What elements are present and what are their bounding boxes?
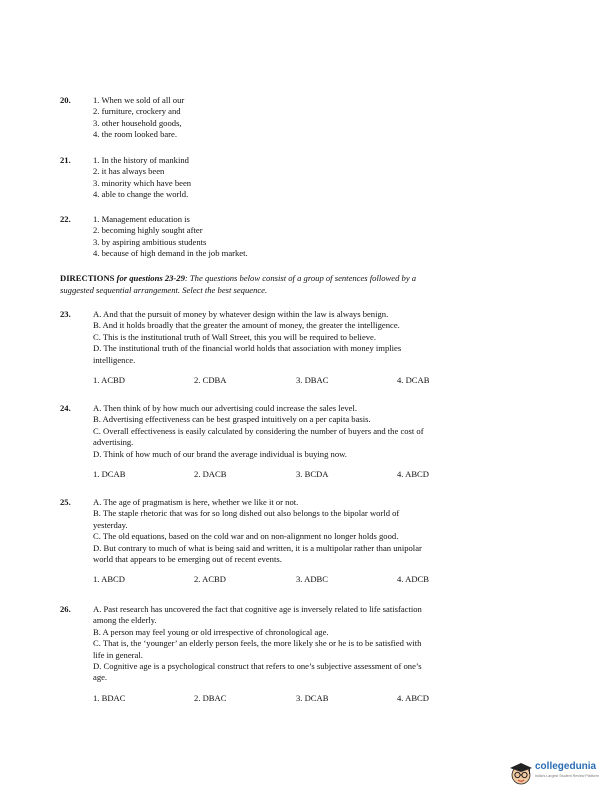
sentence: A. And that the pursuit of money by whatever design within the law is always benign. [93, 309, 389, 319]
option-3: 3. DBAC [296, 375, 329, 386]
question-lines [93, 214, 500, 260]
question-number: 23. [60, 309, 71, 319]
sentence: D. But contrary to much of what is being said and written, it is a multipolar rather than unipolar [93, 542, 422, 553]
sentence: B. A person may feel young or old irrespective of chronological age. [93, 626, 329, 637]
sentence-part: 3. minority which have been [93, 177, 192, 188]
sentence: B. And it holds broadly that the greater the amount of money, the greater the intelligence. [93, 320, 400, 331]
sentence-part: 3. other household goods, [93, 117, 182, 128]
sentence: B. The staple rhetoric that was for so long dished out also belongs to the bipolar world of [93, 508, 400, 519]
option-2: 2. DBAC [194, 692, 227, 703]
sentence: age. [93, 672, 108, 683]
sentence: C. This is the institutional truth of Wall Street, this you will be required to believe. [93, 331, 377, 342]
option-3: 3. BCDA [296, 469, 329, 480]
directions [60, 273, 500, 296]
option-3: 3. ADBC [296, 574, 328, 585]
answer-options [93, 574, 500, 586]
question-number: 22. [60, 214, 71, 224]
option-1: 1. DCAB [93, 469, 126, 480]
question-sentences [93, 497, 500, 586]
sentence-part: 4. able to change the world. [93, 189, 189, 200]
sentence: A. Past research has uncovered the fact that cognitive age is inversely related to life satisfaction [93, 604, 422, 614]
sentence: world that appears to be emerging out of recent events. [93, 554, 282, 565]
sentence-part: 2. it has always been [93, 166, 165, 177]
sentence-part: 2. becoming highly sought after [93, 225, 203, 236]
directions-text-line2: suggested sequential arrangement. Select the best sequence. [60, 284, 268, 295]
sentence: C. That is, the ‘younger’ an elderly person feels, the more likely she or he is to be satisfied with [93, 638, 422, 649]
sentence: C. The old equations, based on the cold war and on non-alignment no longer holds good. [93, 531, 399, 542]
sentence: A. The age of pragmatism is here, whether we like it or not. [93, 497, 299, 507]
answer-options [93, 469, 500, 481]
sentence-part: 1. When we sold of all our [93, 95, 185, 105]
option-1: 1. ACBD [93, 375, 125, 386]
collegedunia-logo[interactable] [508, 760, 608, 786]
question-number: 21. [60, 155, 71, 165]
sentence-part: 2. furniture, crockery and [93, 106, 181, 117]
student-mascot-icon [508, 760, 534, 786]
question-lines [93, 95, 500, 141]
option-2: 2. ACBD [194, 574, 226, 585]
option-2: 2. DACB [194, 469, 227, 480]
answer-options [93, 375, 500, 387]
option-1: 1. BDAC [93, 692, 126, 703]
logo-tagline: India's Largest Student Review Platform [535, 774, 599, 778]
question-number: 24. [60, 403, 71, 413]
sentence-part: 4. the room looked bare. [93, 129, 178, 140]
sentence-part: 1. Management education is [93, 214, 190, 224]
sentence: D. Cognitive age is a psychological construct that refers to one’s subjective assessment of one’s [93, 661, 422, 672]
sentence: B. Advertising effectiveness can be best grasped intuitively on a per capita basis. [93, 414, 371, 425]
sentence: intelligence. [93, 354, 136, 365]
sentence: among the elderly. [93, 615, 157, 626]
question-sentences [93, 403, 500, 481]
sentence: D. The institutional truth of the financial world holds that association with money implies [93, 343, 402, 354]
answer-options [93, 693, 500, 705]
question-sentences [93, 309, 500, 387]
question-number: 25. [60, 497, 71, 507]
option-1: 1. ABCD [93, 574, 125, 585]
sentence: D. Think of how much of our brand the average individual is buying now. [93, 448, 347, 459]
sentence: life in general. [93, 649, 143, 660]
question-sentences [93, 604, 500, 705]
sentence-part: 4. because of high demand in the job market. [93, 248, 248, 259]
directions-label: DIRECTIONS [60, 273, 115, 283]
directions-text: : The questions below consist of a group of sentences followed by a [184, 273, 417, 283]
sentence: C. Overall effectiveness is easily calculated by considering the number of buyers and the cost of [93, 425, 424, 436]
sentence: A. Then think of by how much our advertising could increase the sales level. [93, 403, 358, 413]
option-4: 4. DCAB [397, 375, 430, 386]
sentence-part: 3. by aspiring ambitious students [93, 236, 207, 247]
sentence-part: 1. In the history of mankind [93, 155, 189, 165]
option-3: 3. DCAB [296, 692, 329, 703]
option-4: 4. ABCD [397, 469, 429, 480]
option-4: 4. ABCD [397, 692, 429, 703]
question-number: 20. [60, 95, 71, 105]
question-number: 26. [60, 604, 71, 614]
question-lines [93, 155, 500, 201]
directions-for: for questions 23-29 [116, 273, 185, 283]
logo-wordmark: collegedunia [535, 761, 597, 772]
option-2: 2. CDBA [194, 375, 227, 386]
sentence: yesterday. [93, 519, 128, 530]
sentence: advertising. [93, 437, 134, 448]
option-4: 4. ADCB [397, 574, 429, 585]
